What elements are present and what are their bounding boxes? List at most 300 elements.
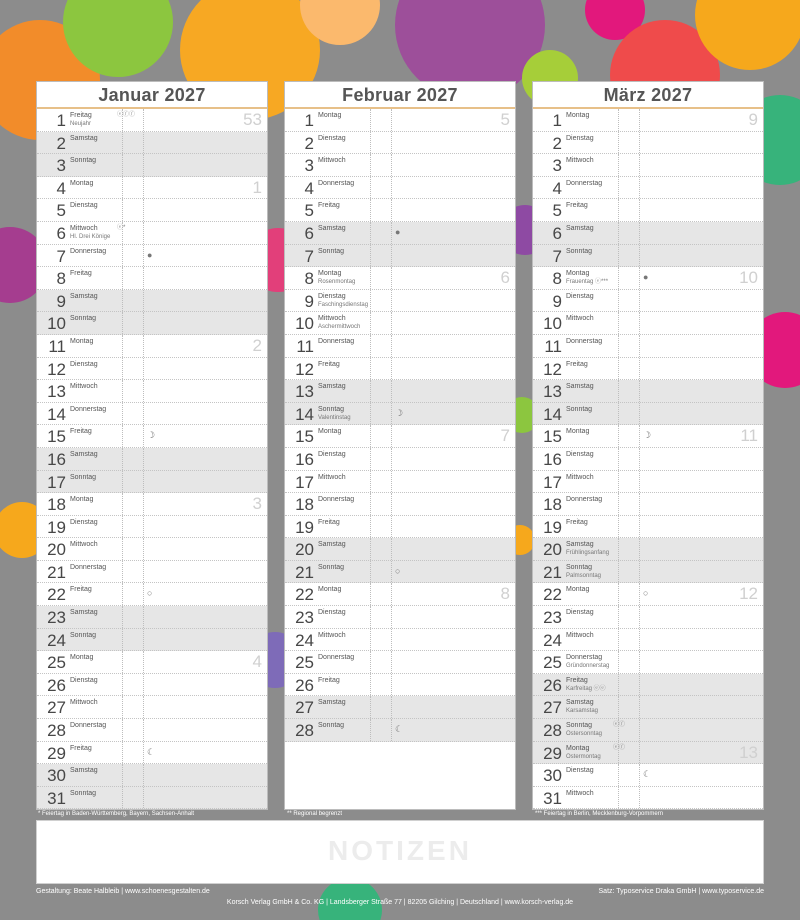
weekday-label: Samstag [70,609,98,617]
day-number: 10 [295,314,314,334]
day-number: 7 [56,246,66,266]
day-number: 24 [47,630,66,650]
weekday-label: Freitag [566,518,588,526]
day-row [285,696,515,719]
weekday-label: Mittwoch [566,789,594,797]
day-number: 25 [47,653,66,673]
day-number: 9 [304,291,314,311]
weekday-label: Freitag [70,270,92,278]
calendar-week-number: 9 [748,110,758,129]
weekday-label: Samstag [566,383,594,391]
day-row [37,719,267,742]
day-rows [285,109,515,742]
weekday-label: Sonntag [70,789,97,797]
weekday-label: Montag [566,428,590,436]
day-row [533,583,763,606]
day-number: 6 [552,223,562,243]
day-rows [37,109,267,809]
day-row [285,674,515,697]
day-number: 1 [304,111,314,130]
month-title: Januar 2027 [37,82,267,109]
day-rows [533,109,763,809]
weekday-label: Freitag [318,518,340,526]
day-row [533,471,763,494]
day-row [533,245,763,268]
day-number: 23 [543,608,562,628]
day-row [37,764,267,787]
notes-title: NOTIZEN [328,835,472,866]
day-row [37,358,267,381]
day-row [533,516,763,539]
weekday-label: Sonntag [70,631,97,639]
weekday-label: Montag [566,270,590,278]
day-number: 30 [47,766,66,786]
weekday-label: Sonntag [566,405,593,413]
day-row [37,787,267,810]
weekday-label: Sonntag [318,563,345,571]
day-row [37,448,267,471]
weekday-label: Sonntag [566,722,593,730]
day-row [285,471,515,494]
day-row [533,132,763,155]
day-row [285,448,515,471]
weekday-label: Freitag [566,676,588,684]
day-number: 28 [543,721,562,741]
day-number: 4 [304,178,314,198]
day-row [37,629,267,652]
weekday-label: Montag [70,179,94,187]
moon-phase-icon: ○ [147,588,153,599]
day-number: 25 [295,653,314,673]
day-number: 16 [295,449,314,469]
credit-publisher: Korsch Verlag GmbH & Co. KG | Landsberger Straße 77 | 82205 Gilching | Deutschland | www.korsch-verlag.de [226,899,574,906]
holiday-label: Neujahr [70,121,92,127]
day-row [533,177,763,200]
day-number: 21 [295,562,314,582]
day-number: 11 [544,336,562,356]
weekday-label: Sonntag [318,405,345,413]
calendar-week-number: 2 [252,335,262,355]
day-number: 8 [304,269,314,289]
weekday-label: Mittwoch [70,224,98,232]
day-number: 7 [552,246,562,266]
day-number: 23 [47,608,66,628]
calendar-week-number: 53 [243,110,262,129]
day-number: 15 [543,427,562,447]
day-row [285,380,515,403]
holiday-label: Frauentag ⓔ*** [566,279,609,286]
weekday-label: Donnerstag [70,247,107,255]
weekday-label: Samstag [318,541,346,549]
holiday-icons: ⓔⓕⓕ [117,112,136,118]
day-number: 4 [552,178,562,198]
day-number: 27 [47,698,66,718]
day-row [37,583,267,606]
weekday-label: Dienstag [566,134,594,142]
day-row [285,245,515,268]
weekday-label: Samstag [318,383,346,391]
weekday-label: Freitag [566,360,588,368]
day-row [533,696,763,719]
holiday-label: Frühlingsanfang [566,550,610,557]
day-row [285,516,515,539]
day-row [37,290,267,313]
weekday-label: Samstag [318,224,346,232]
day-number: 18 [543,495,562,515]
day-number: 27 [295,698,314,718]
day-row [285,222,515,245]
day-row [533,742,763,765]
day-number: 18 [295,495,314,515]
moon-phase-icon: ☾ [147,746,156,757]
day-row [37,561,267,584]
weekday-label: Mittwoch [318,315,346,323]
moon-phase-icon: ● [395,226,401,237]
day-number: 3 [304,156,314,176]
day-number: 29 [47,743,66,763]
weekday-label: Donnerstag [70,563,107,571]
holiday-label: Karsamstag [566,708,599,715]
day-number: 26 [47,675,66,695]
day-number: 23 [295,608,314,628]
moon-phase-icon: ● [147,249,153,260]
credit-design: Gestaltung: Beate Halbleib | www.schoenesgestalten.de [36,888,210,895]
day-row [533,358,763,381]
weekday-label: Montag [566,112,590,119]
holiday-label: Hl. Drei Könige [70,233,111,240]
weekday-label: Dienstag [318,292,346,300]
weekday-label: Dienstag [318,609,346,617]
month-title: März 2027 [533,82,763,109]
weekday-label: Samstag [70,767,98,775]
moon-phase-icon: ○ [643,588,649,599]
day-row [37,132,267,155]
day-row [533,629,763,652]
day-row [37,403,267,426]
day-number: 6 [56,223,66,243]
weekday-label: Donnerstag [70,405,107,413]
day-number: 17 [295,472,314,492]
day-number: 31 [47,788,66,808]
day-row [37,222,267,245]
weekday-label: Dienstag [566,767,594,775]
moon-phase-icon: ☽ [395,407,404,418]
weekday-label: Samstag [318,699,346,707]
day-number: 16 [47,449,66,469]
day-row [37,538,267,561]
day-row [533,335,763,358]
day-number: 15 [47,427,66,447]
day-row [37,516,267,539]
day-number: 3 [56,156,66,176]
weekday-label: Sonntag [70,315,97,323]
holiday-icons: ⓔ* [117,224,126,231]
day-number: 5 [56,201,66,221]
weekday-label: Mittwoch [70,699,98,707]
holiday-label: Karfreitag ⓔⓔ [566,685,606,692]
day-number: 11 [296,336,314,356]
day-number: 8 [56,269,66,289]
day-row [37,380,267,403]
moon-phase-icon: ☽ [643,430,652,441]
holiday-label: Ostersonntag [566,731,603,738]
day-row [37,312,267,335]
day-number: 9 [56,291,66,311]
day-row [285,583,515,606]
day-row [285,629,515,652]
weekday-label: Dienstag [318,450,346,458]
weekday-label: Donnerstag [318,654,355,662]
day-number: 12 [543,359,562,379]
day-number: 14 [295,404,314,424]
credit-typeset: Satz: Typoservice Draka GmbH | www.typoservice.de [598,888,764,895]
day-row [285,199,515,222]
weekday-label: Sonntag [566,563,593,571]
holiday-label: Rosenmontag [318,279,356,286]
weekday-label: Sonntag [70,473,97,481]
day-number: 2 [304,133,314,153]
weekday-label: Dienstag [70,202,98,210]
day-row [285,154,515,177]
day-row [37,471,267,494]
day-row [533,290,763,313]
weekday-label: Montag [566,744,590,752]
day-number: 16 [543,449,562,469]
day-number: 27 [543,698,562,718]
day-row [37,177,267,200]
day-row [533,538,763,561]
day-row [285,425,515,448]
day-number: 22 [543,585,562,605]
day-row [533,561,763,584]
moon-phase-icon: ☽ [147,430,156,441]
day-row [37,425,267,448]
weekday-label: Freitag [318,676,340,684]
day-number: 22 [295,585,314,605]
day-row [285,561,515,584]
day-number: 21 [47,562,66,582]
day-row [37,606,267,629]
day-row [533,403,763,426]
day-number: 29 [543,743,562,763]
notes-area[interactable] [36,820,764,884]
weekday-label: Freitag [70,744,92,752]
day-row [285,335,515,358]
day-number: 24 [543,630,562,650]
weekday-label: Mittwoch [70,383,98,391]
month-title: Februar 2027 [285,82,515,109]
day-number: 2 [552,133,562,153]
weekday-label: Montag [318,428,342,436]
day-row [37,109,267,132]
weekday-label: Mittwoch [566,473,594,481]
moon-phase-icon: ☾ [643,769,652,780]
day-row [533,380,763,403]
weekday-label: Mittwoch [318,631,346,639]
weekday-label: Dienstag [70,518,98,526]
day-number: 12 [295,359,314,379]
day-row [285,132,515,155]
day-number: 25 [543,653,562,673]
day-row [533,154,763,177]
day-number: 13 [295,382,314,402]
day-row [285,267,515,290]
weekday-label: Sonntag [318,722,345,730]
day-number: 14 [47,404,66,424]
day-number: 9 [552,291,562,311]
day-row [533,448,763,471]
day-row [533,493,763,516]
day-row [37,267,267,290]
day-row [285,358,515,381]
day-row [285,606,515,629]
day-number: 5 [304,201,314,221]
weekday-label: Donnerstag [318,337,355,345]
weekday-label: Mittwoch [566,157,594,165]
holiday-label: Ostermontag [566,753,601,760]
day-row [37,245,267,268]
footnote-march: *** Feiertag in Berlin, Mecklenburg-Vorpommern [535,811,664,817]
weekday-label: Samstag [70,292,98,300]
weekday-label: Donnerstag [566,654,603,662]
moon-phase-icon: ○ [395,565,401,576]
day-row [533,425,763,448]
day-row [285,177,515,200]
day-number: 14 [543,404,562,424]
weekday-label: Sonntag [70,157,97,165]
weekday-label: Freitag [70,112,92,119]
weekday-label: Donnerstag [566,337,603,345]
day-number: 7 [304,246,314,266]
calendar-week-number: 4 [252,652,262,672]
day-number: 1 [56,111,66,130]
day-number: 11 [48,336,66,356]
day-row [285,719,515,742]
day-row [285,538,515,561]
moon-phase-icon: ● [643,272,649,283]
weekday-label: Dienstag [70,676,98,684]
weekday-label: Freitag [318,360,340,368]
day-number: 18 [47,495,66,515]
weekday-label: Mittwoch [70,541,98,549]
day-number: 10 [47,314,66,334]
footnote-january: * Feiertag in Baden-Württemberg, Bayern, Sachsen-Anhalt [38,811,195,817]
weekday-label: Montag [70,654,94,662]
weekday-label: Samstag [566,541,594,549]
day-row [533,651,763,674]
day-number: 20 [543,540,562,560]
calendar-week-number: 11 [740,426,758,446]
calendar-week-number: 6 [500,268,510,288]
day-number: 30 [543,766,562,786]
weekday-label: Dienstag [566,450,594,458]
weekday-label: Samstag [70,134,98,142]
weekday-label: Freitag [70,586,92,594]
weekday-label: Donnerstag [566,496,603,504]
weekday-label: Dienstag [566,292,594,300]
day-number: 10 [543,314,562,334]
day-row [533,312,763,335]
day-row [37,199,267,222]
weekday-label: Donnerstag [566,179,603,187]
weekday-label: Freitag [566,202,588,210]
day-number: 6 [304,223,314,243]
day-number: 21 [543,562,562,582]
day-row [533,222,763,245]
day-number: 13 [47,382,66,402]
day-number: 8 [552,269,562,289]
weekday-label: Montag [70,337,94,345]
weekday-label: Mittwoch [318,157,346,165]
weekday-label: Freitag [70,428,92,436]
weekday-label: Dienstag [70,360,98,368]
day-row [285,109,515,132]
day-number: 17 [543,472,562,492]
weekday-label: Mittwoch [566,631,594,639]
day-row [285,651,515,674]
day-number: 4 [56,178,66,198]
day-row [533,764,763,787]
holiday-label: Faschingsdienstag [318,301,369,308]
day-row [285,493,515,516]
day-number: 20 [295,540,314,560]
month-column-january [36,81,268,810]
day-number: 13 [543,382,562,402]
holiday-icons: ⓔⓕ [613,744,626,751]
day-number: 12 [47,359,66,379]
calendar-week-number: 1 [252,177,262,197]
weekday-label: Freitag [318,202,340,210]
day-number: 19 [543,517,562,537]
weekday-label: Donnerstag [70,722,107,730]
day-number: 5 [552,201,562,221]
day-number: 26 [543,675,562,695]
calendar-week-number: 3 [252,494,262,514]
calendar-week-number: 7 [500,426,510,446]
weekday-label: Montag [318,112,342,119]
weekday-label: Sonntag [566,247,593,255]
calendar-week-number: 12 [739,584,758,604]
day-row [285,403,515,426]
day-number: 19 [47,517,66,537]
holiday-icons: ⓔⓕ [613,722,626,729]
weekday-label: Samstag [70,450,98,458]
day-row [533,719,763,742]
calendar-week-number: 5 [500,110,510,129]
weekday-label: Montag [70,496,94,504]
day-row [533,199,763,222]
day-row [37,154,267,177]
weekday-label: Mittwoch [318,473,346,481]
weekday-label: Mittwoch [566,315,594,323]
calendar-week-number: 13 [739,742,758,762]
day-row [37,493,267,516]
day-row [533,267,763,290]
day-row [285,312,515,335]
day-row [533,109,763,132]
day-number: 20 [47,540,66,560]
calendar-week-number: 8 [500,584,510,604]
holiday-label: Gründonnerstag [566,663,610,670]
day-number: 1 [552,111,562,130]
day-row [533,674,763,697]
day-row [285,290,515,313]
month-column-march [532,81,764,810]
day-row [37,335,267,358]
day-number: 24 [295,630,314,650]
day-row [37,674,267,697]
day-number: 26 [295,675,314,695]
